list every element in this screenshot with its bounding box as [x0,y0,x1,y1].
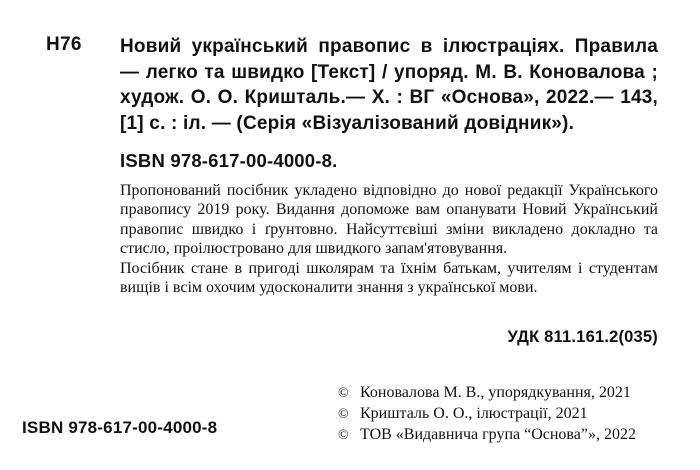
bibliographic-entry: Новий український правопис в ілюстраціях. Правила — легко та швидко [Текст] / упоряд. М. В. Коновалова ; худож. О. О. Кришталь.— Х. : ВГ «Основа», 2022.— 143, [1] с. : іл. — (Серія «Візуалізований довідник»). [120,36,658,134]
copyright-icon: © [338,428,349,443]
copyright-row [338,404,636,425]
copyright-block [338,383,636,446]
annotation-paragraph-2: Посібник стане в пригоді школярам та їхнім батькам, учителям і студентам вищів і всім охочим удосконалити знання з української мови. [120,259,658,297]
copyright-text: Кришталь О. О., ілюстрації, 2021 [360,405,588,422]
copyright-text: ТОВ «Видавнича група “Основа”», 2022 [360,426,636,443]
copyright-icon: © [338,386,349,401]
catalog-code: Н76 [46,34,82,55]
copyright-text: Коновалова М. В., упорядкування, 2021 [360,384,631,401]
isbn-footer: ISBN 978-617-00-4000-8 [22,418,218,437]
annotation [120,181,658,297]
copyright-row [338,425,636,446]
annotation-paragraph-1: Пропонований посібник укладено відповідно до нової редакції Українського правопису 2019 року. Видання допоможе вам опанувати Новий Український правопис швидко і ґрунтовно. Найсуттєвіші зміни викладено докладно та стисло, проілюстровано для швидкого запам'ятовування. [120,182,658,258]
udk-code: УДК 811.161.2(035) [507,328,658,346]
copyright-icon: © [338,407,349,422]
copyright-row [338,383,636,404]
isbn-entry: ISBN 978-617-00-4000-8. [120,150,338,171]
